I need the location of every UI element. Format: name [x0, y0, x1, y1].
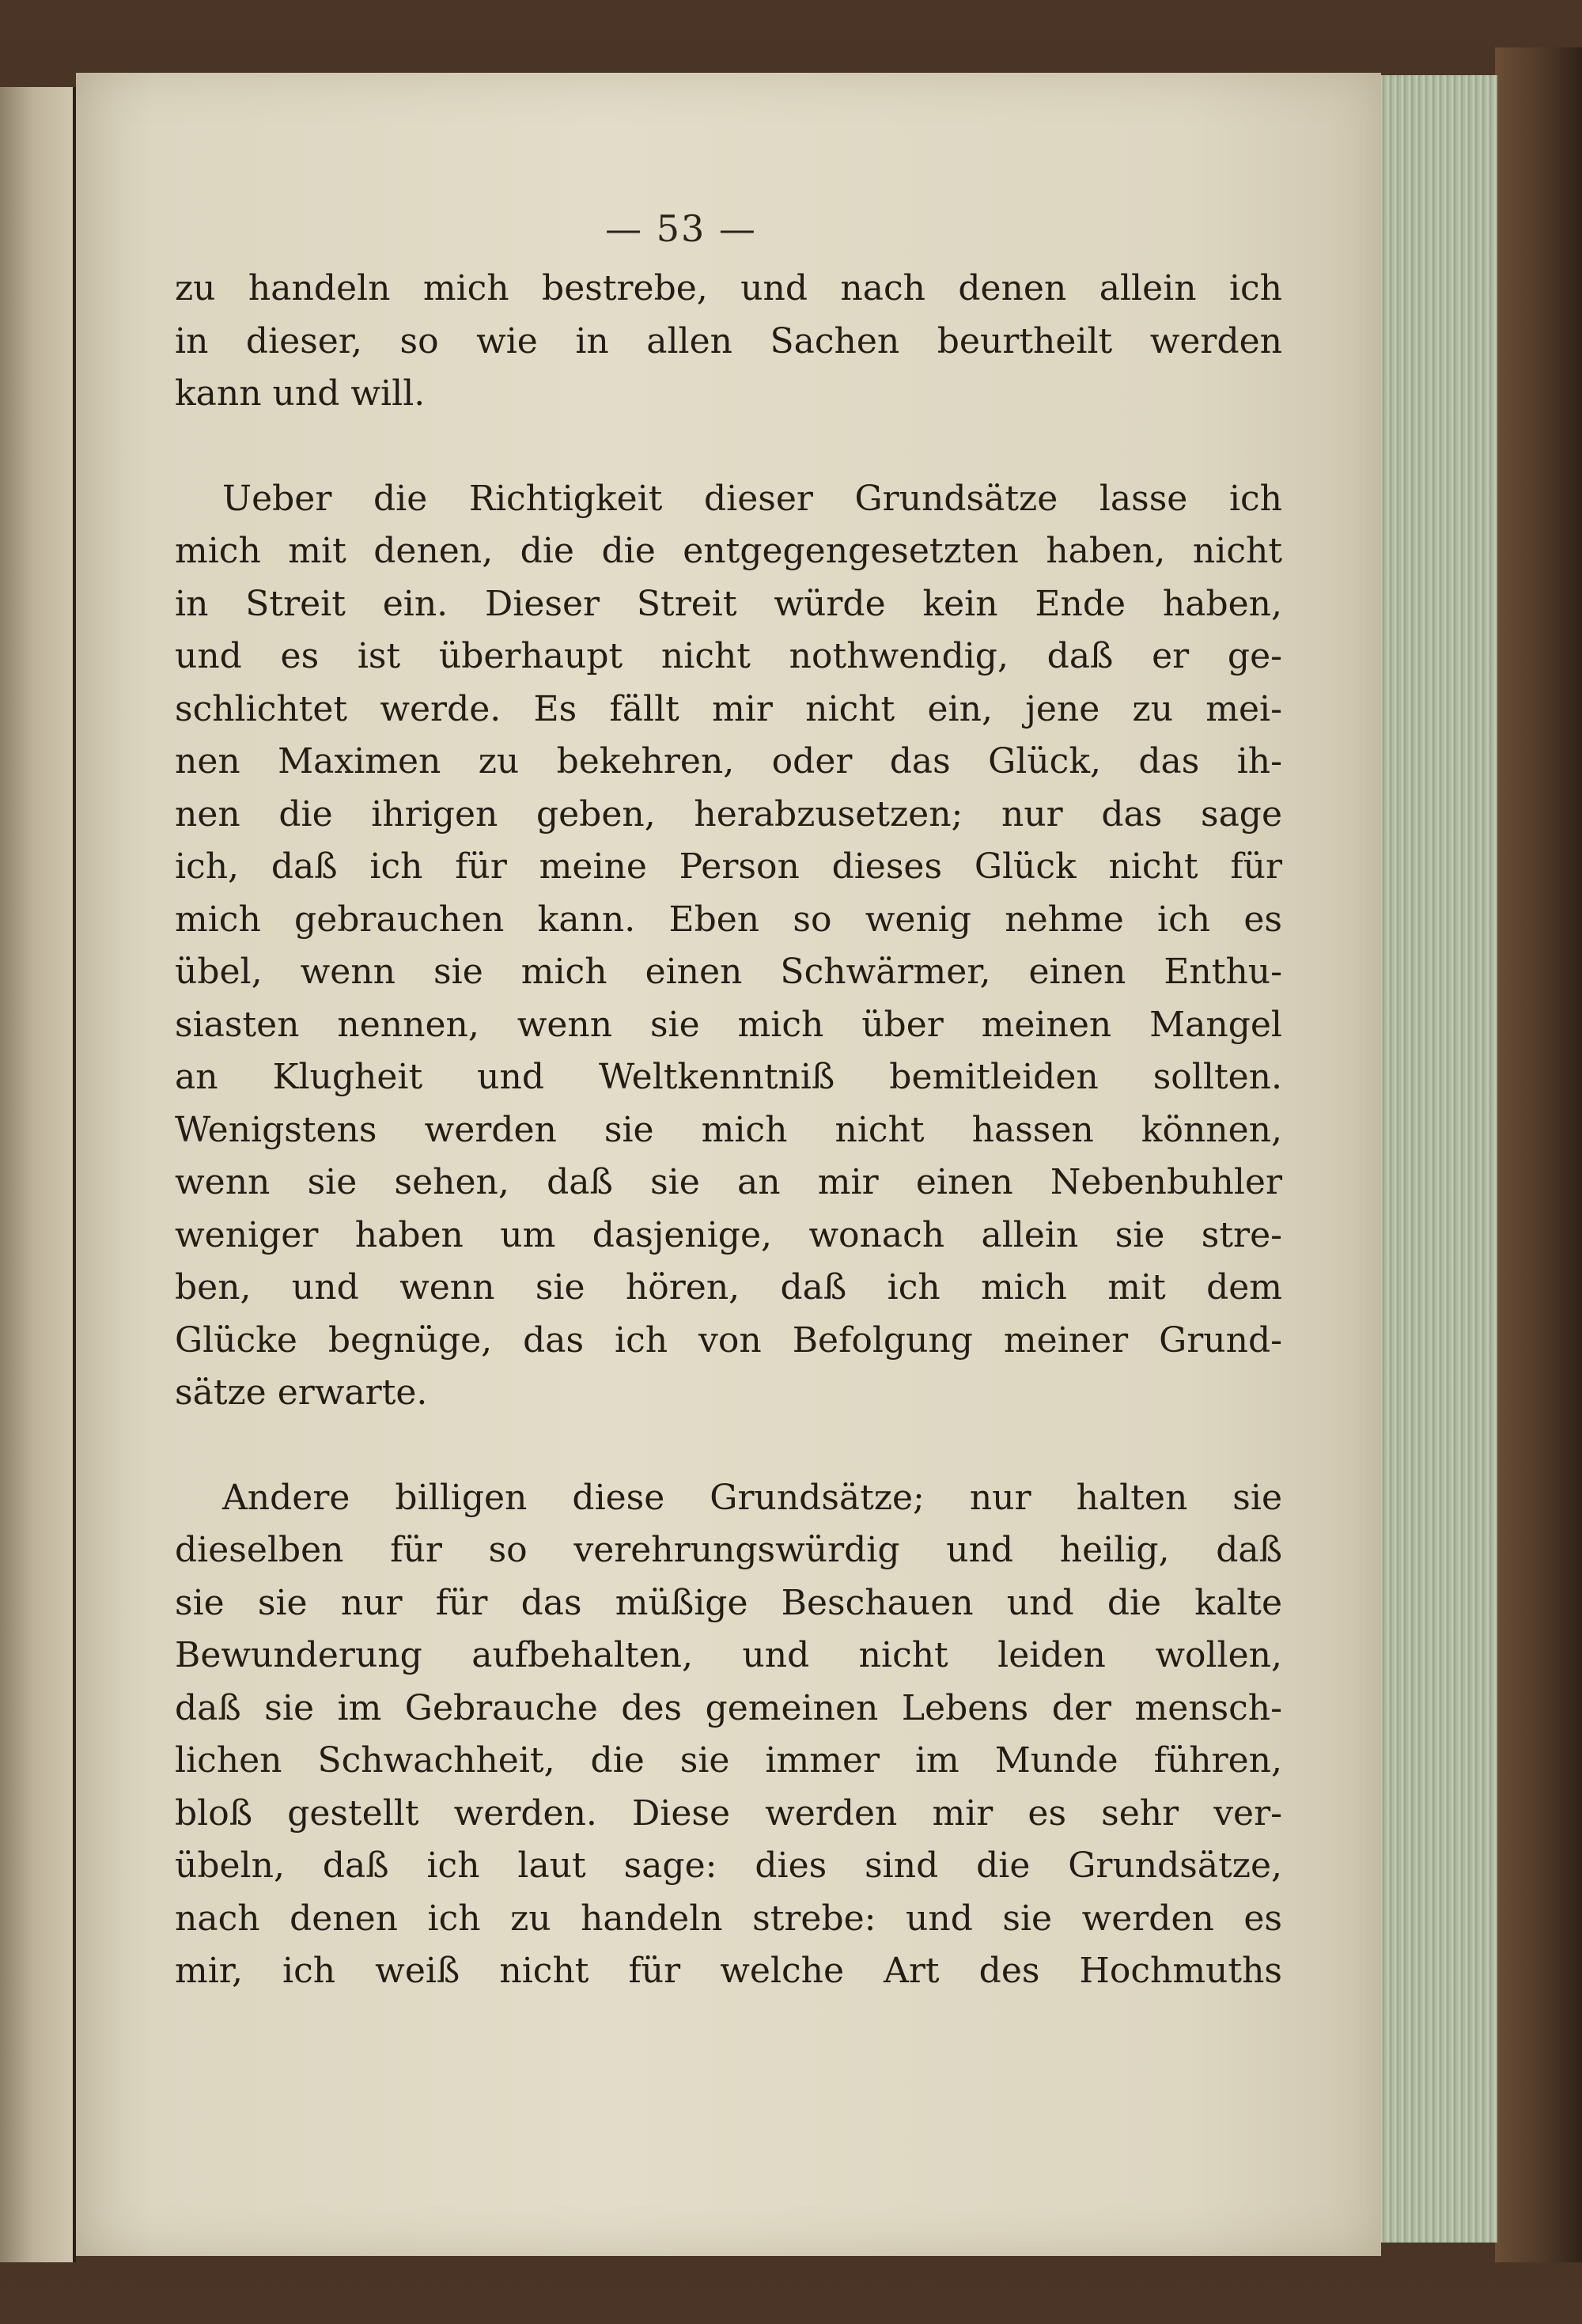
text-line: Glücke begnüge, das ich von Befolgung meiner Grund-: [175, 1319, 1282, 1361]
text-line: dieselben für so verehrungswürdig und heilig, daß: [175, 1530, 1282, 1570]
text-line: nach denen ich zu handeln strebe: und sie werden es: [175, 1898, 1282, 1939]
paragraph-3: [175, 1472, 1282, 1998]
paragraph-1: [175, 263, 1282, 421]
text-line: Wenigstens werden sie mich nicht hassen können,: [175, 1109, 1282, 1150]
text-line: zu handeln mich bestrebe, und nach denen allein ich: [175, 268, 1282, 308]
book-page: [76, 73, 1381, 2256]
text-line: weniger haben um dasjenige, wonach allein sie stre-: [175, 1214, 1282, 1255]
text-line: ich, daß ich für meine Person dieses Glück nicht für: [175, 846, 1282, 887]
text-line: an Klugheit und Weltkenntniß bemitleiden sollten.: [175, 1057, 1282, 1097]
text-line: Bewunderung aufbehalten, und nicht leiden wollen,: [175, 1635, 1282, 1675]
text-line: übel, wenn sie mich einen Schwärmer, einen Enthu-: [175, 952, 1282, 992]
text-line: mich mit denen, die die entgegengesetzten haben, nicht: [175, 531, 1282, 571]
text-line: nen Maximen zu bekehren, oder das Glück, das ih-: [175, 741, 1282, 782]
text-line: bloß gestellt werden. Diese werden mir es sehr ver-: [175, 1792, 1282, 1834]
text-line: in Streit ein. Dieser Streit würde kein Ende haben,: [175, 583, 1282, 624]
text-line: nen die ihrigen geben, herabzusetzen; nur das sage: [175, 793, 1282, 835]
book-binding-right: [1495, 47, 1582, 2262]
text-line: und es ist überhaupt nicht nothwendig, daß er ge-: [175, 636, 1282, 676]
text-line: Ueber die Richtigkeit dieser Grundsätze lasse ich: [222, 478, 1282, 519]
text-line: mich gebrauchen kann. Eben so wenig nehme ich es: [175, 899, 1282, 940]
page-text: [175, 263, 1282, 1998]
text-line: ben, und wenn sie hören, daß ich mich mit dem: [175, 1267, 1282, 1308]
paragraph-2: [175, 473, 1282, 1420]
text-line: sätze erwarte.: [175, 1372, 428, 1413]
text-line: daß sie im Gebrauche des gemeinen Lebens der mensch-: [175, 1687, 1282, 1728]
text-line: mir, ich weiß nicht für welche Art des Hochmuths: [175, 1951, 1282, 1991]
left-page-edge: [0, 87, 76, 2262]
text-line: in dieser, so wie in allen Sachen beurtheilt werden: [175, 320, 1282, 361]
text-line: kann und will.: [175, 373, 426, 414]
page-edges: [1376, 75, 1497, 2243]
text-line: Andere billigen diese Grundsätze; nur halten sie: [222, 1477, 1282, 1518]
text-line: schlichtet werde. Es fällt mir nicht ein, jene zu mei-: [175, 688, 1282, 729]
text-line: sie sie nur für das müßige Beschauen und die kalte: [175, 1582, 1282, 1623]
text-line: siasten nennen, wenn sie mich über meinen Mangel: [175, 1004, 1282, 1045]
text-line: lichen Schwachheit, die sie immer im Munde führen,: [175, 1740, 1282, 1781]
page-number: — 53 —: [605, 207, 757, 250]
text-line: wenn sie sehen, daß sie an mir einen Nebenbuhler: [175, 1162, 1282, 1202]
text-line: übeln, daß ich laut sage: dies sind die Grundsätze,: [175, 1845, 1282, 1886]
